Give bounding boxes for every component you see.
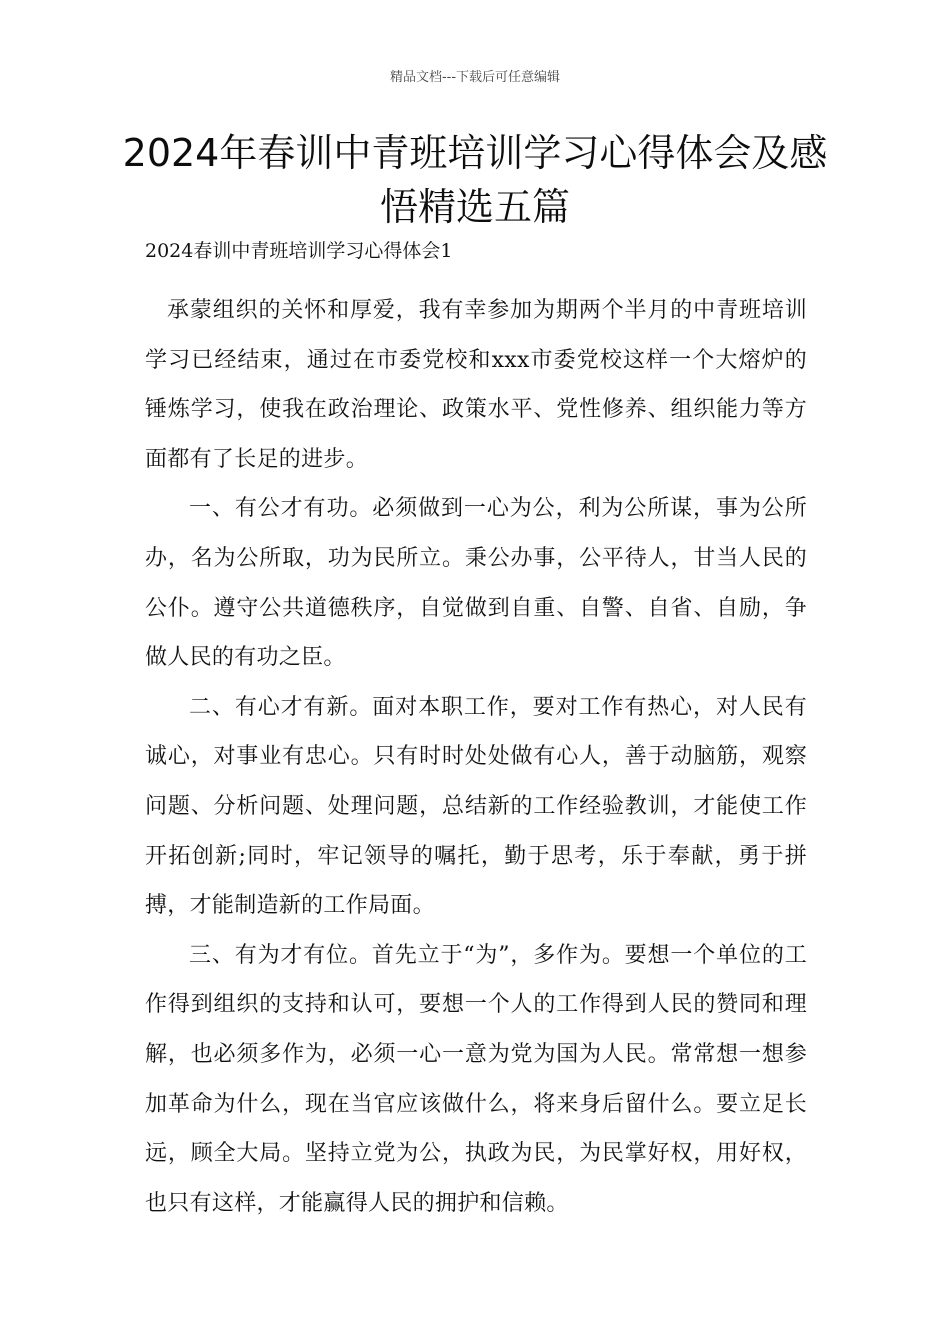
paragraph-intro: 承蒙组织的关怀和厚爱，我有幸参加为期两个半月的中青班培训学习已经结束，通过在市委党校和xxx市委党校这样一个大熔炉的锤炼学习，使我在政治理论、政策水平、党性修养、组织能力等方面都有了长足的进步。 — [145, 298, 807, 472]
section-heading: 2024春训中青班培训学习心得体会1 — [145, 240, 453, 262]
header-note: 精品文档---下载后可任意编辑 — [389, 70, 561, 85]
paragraph-point-2: 二、有心才有新。面对本职工作，要对工作有热心，对人民有诚心，对事业有忠心。只有时时处处做有心人，善于动脑筋，观察问题、分析问题、处理问题，总结新的工作经验教训，才能使工作开拓创新;同时，牢记领导的嘱托，勤于思考，乐于奉献，勇于拼搏，才能制造新的工作局面。 — [145, 694, 807, 919]
document-body — [145, 286, 807, 1228]
paragraph-point-3: 三、有为才有位。首先立于“为”，多作为。要想一个单位的工作得到组织的支持和认可，要想一个人的工作得到人民的赞同和理解，也必须多作为，必须一心一意为党为国为人民。常常想一想参加革命为什么，现在当官应该做什么，将来身后留什么。要立足长远，顾全大局。坚持立党为公，执政为民，为民掌好权，用好权，也只有这样，才能赢得人民的拥护和信赖。 — [145, 942, 807, 1216]
document-title: 2024年春训中青班培训学习心得体会及感悟精选五篇 — [122, 131, 828, 229]
paragraph-point-1: 一、有公才有功。必须做到一心为公，利为公所谋，事为公所办，名为公所取，功为民所立。秉公办事，公平待人，甘当人民的公仆。遵守公共道德秩序，自觉做到自重、自警、自省、自励，争做人民的有功之臣。 — [145, 496, 807, 671]
